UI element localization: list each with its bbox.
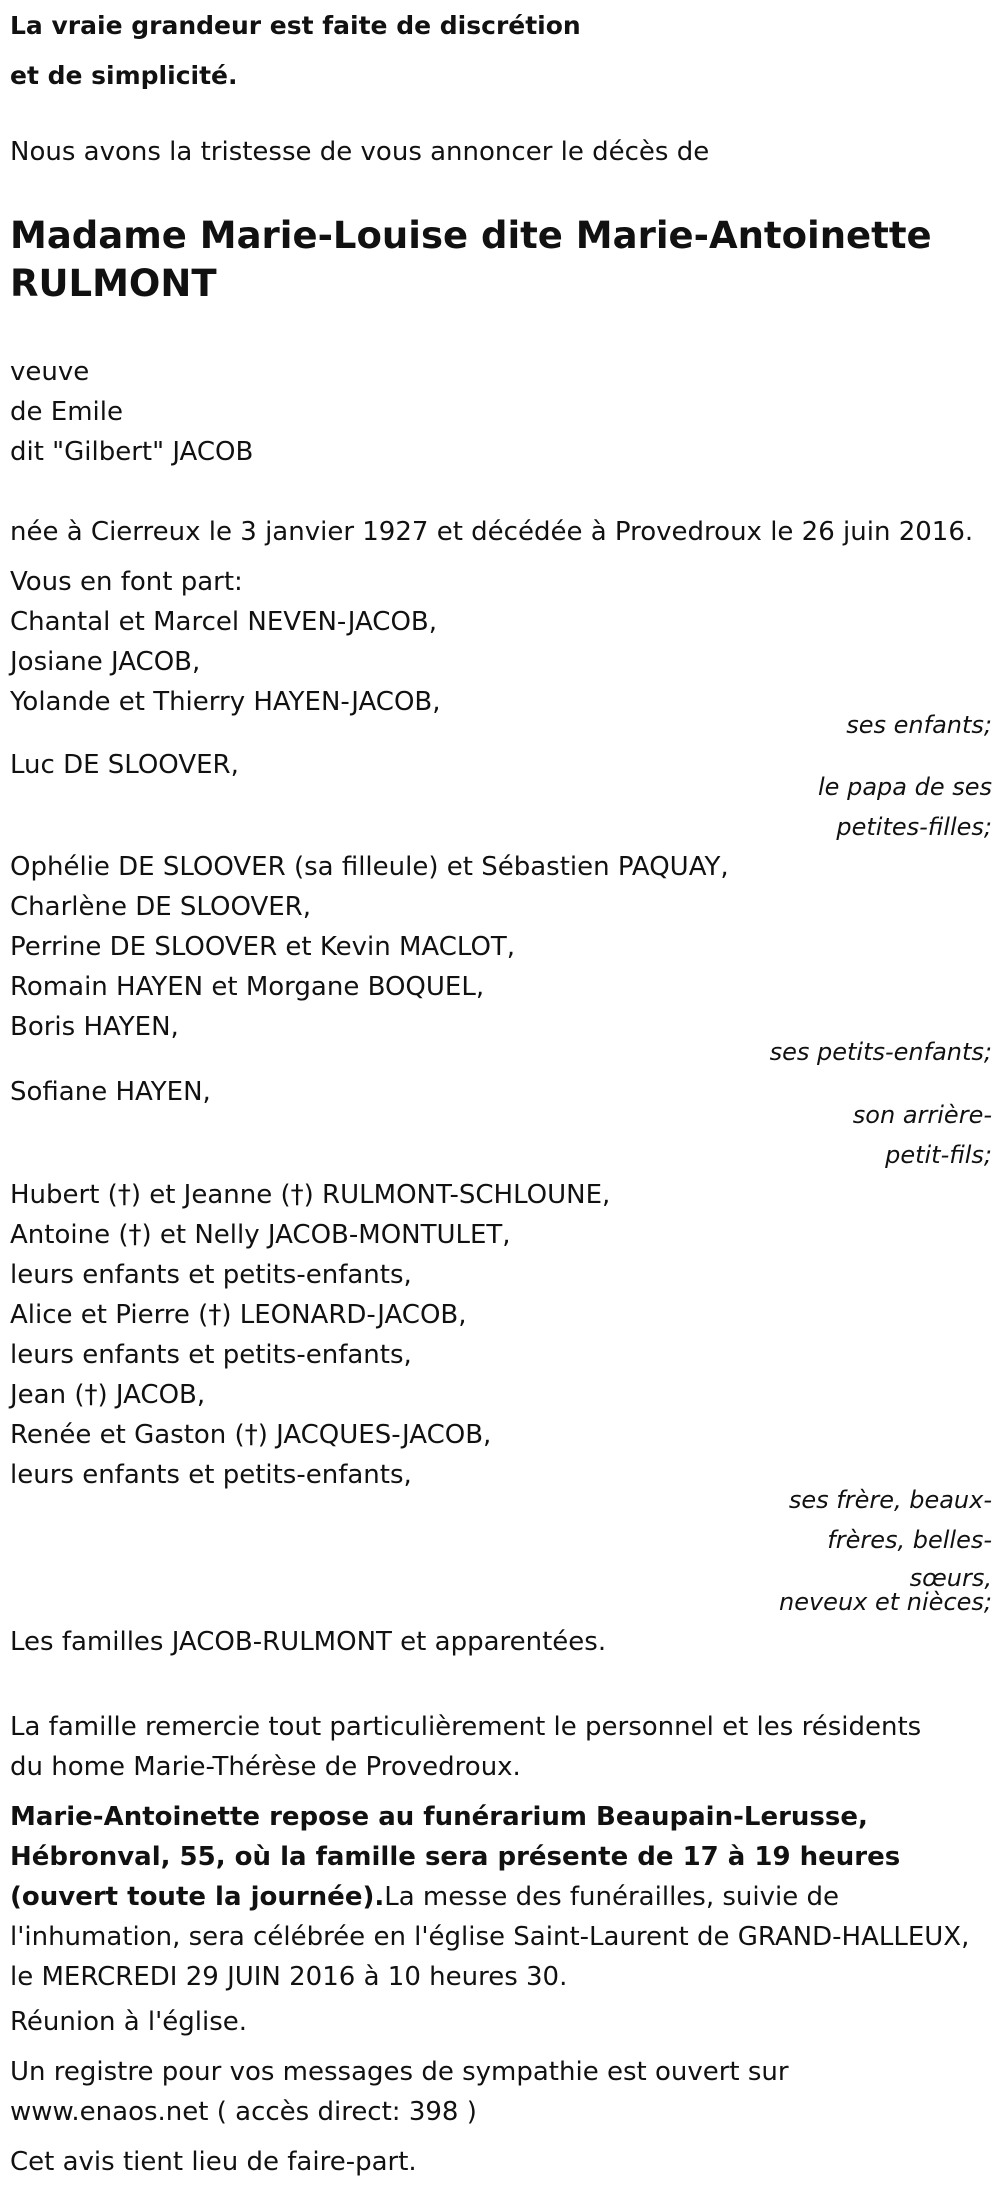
funeral-bold-text: Marie-Antoinette repose au funérarium Beaupain-Lerusse, Hébronval, 55, où la famille sera présente de 17 à 19 heures (ouvert toute la journée).	[10, 1802, 901, 1912]
list-item: Chantal et Marcel NEVEN-JACOB,	[10, 607, 438, 637]
father-role-line-2: petites-filles;	[836, 813, 992, 841]
siblings-role-line-4: neveux et nièces;	[779, 1588, 992, 1616]
list-item: Josiane JACOB,	[10, 647, 201, 677]
list-item: Perrine DE SLOOVER et Kevin MACLOT,	[10, 932, 516, 962]
siblings-role-line-3: sœurs,	[909, 1564, 992, 1592]
quote-line-1: La vraie grandeur est faite de discrétion	[10, 11, 581, 40]
list-item: Hubert (†) et Jeanne (†) RULMONT-SCHLOUNE,	[10, 1180, 611, 1210]
father-role-line-1: le papa de ses	[818, 773, 992, 801]
announcers-heading: Vous en font part:	[10, 567, 243, 597]
intro-text: Nous avons la tristesse de vous annoncer le décès de	[10, 137, 710, 167]
funeral-paragraph	[10, 1797, 995, 1997]
list-item: Antoine (†) et Nelly JACOB-MONTULET,	[10, 1220, 511, 1250]
closing-text: Cet avis tient lieu de faire-part.	[10, 2147, 417, 2177]
list-item: Boris HAYEN,	[10, 1012, 179, 1042]
grandchildren-role: ses petits-enfants;	[769, 1038, 992, 1066]
siblings-role-line-2: frères, belles-	[827, 1526, 992, 1554]
list-item: Ophélie DE SLOOVER (sa filleule) et Sébastien PAQUAY,	[10, 852, 729, 882]
list-item: leurs enfants et petits-enfants,	[10, 1260, 412, 1290]
list-item: Charlène DE SLOOVER,	[10, 892, 312, 922]
spouse-line-1: veuve	[10, 357, 90, 387]
list-item: Luc DE SLOOVER,	[10, 750, 239, 780]
list-item: leurs enfants et petits-enfants,	[10, 1340, 412, 1370]
deceased-name-line-2: RULMONT	[10, 262, 217, 305]
list-item: Romain HAYEN et Morgane BOQUEL,	[10, 972, 485, 1002]
birth-death-text: née à Cierreux le 3 janvier 1927 et décédée à Provedroux le 26 juin 2016.	[10, 517, 974, 547]
register-line-2: www.enaos.net ( accès direct: 398 )	[10, 2097, 477, 2127]
thanks-line-2: du home Marie-Thérèse de Provedroux.	[10, 1752, 521, 1782]
list-item: Jean (†) JACOB,	[10, 1380, 206, 1410]
list-item: Sofiane HAYEN,	[10, 1077, 211, 1107]
siblings-role-line-1: ses frère, beaux-	[788, 1486, 992, 1514]
funeral-text: La messe des funérailles, suivie de l'inhumation, sera célébrée en l'église Saint-Laurent de GRAND-HALLEUX, le MERCREDI 29 JUIN 2016 à 10 heures 30.	[10, 1882, 970, 1992]
list-item: Renée et Gaston (†) JACQUES-JACOB,	[10, 1420, 492, 1450]
meeting-text: Réunion à l'église.	[10, 2007, 248, 2037]
spouse-line-2: de Emile	[10, 397, 123, 427]
quote-line-2: et de simplicité.	[10, 61, 238, 90]
families-line: Les familles JACOB-RULMONT et apparentées.	[10, 1627, 607, 1657]
great-grandchild-role-line-2: petit-fils;	[885, 1141, 992, 1169]
spouse-line-3: dit "Gilbert" JACOB	[10, 437, 254, 467]
list-item: Alice et Pierre (†) LEONARD-JACOB,	[10, 1300, 467, 1330]
register-line-1: Un registre pour vos messages de sympathie est ouvert sur	[10, 2057, 789, 2087]
list-item: leurs enfants et petits-enfants,	[10, 1460, 412, 1490]
list-item: Yolande et Thierry HAYEN-JACOB,	[10, 687, 441, 717]
great-grandchild-role-line-1: son arrière-	[852, 1101, 992, 1129]
thanks-line-1: La famille remercie tout particulièrement le personnel et les résidents	[10, 1712, 922, 1742]
deceased-name-line-1: Madame Marie-Louise dite Marie-Antoinette	[10, 214, 932, 257]
children-role: ses enfants;	[846, 711, 992, 739]
